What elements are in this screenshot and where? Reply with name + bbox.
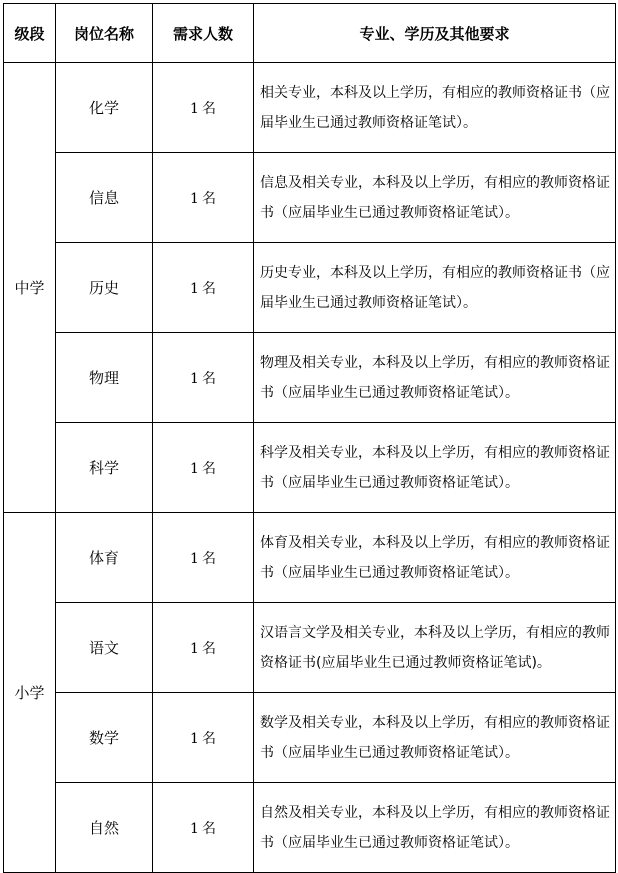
table-row: [4, 243, 616, 333]
requirement-text: 体育及相关专业，本科及以上学历，有相应的教师资格证书（应届毕业生已通过教师资格证笔试）。: [254, 513, 616, 603]
count-unit: 名: [201, 100, 216, 117]
count-number: 1: [190, 190, 199, 207]
post-name: 自然: [56, 783, 153, 873]
table-row: [4, 153, 616, 243]
post-name: 数学: [56, 693, 153, 783]
count-cell: [153, 693, 254, 783]
count-number: 1: [190, 100, 199, 117]
table-row: [4, 603, 616, 693]
header-requirements: 专业、学历及其他要求: [254, 4, 616, 63]
table-row: [4, 423, 616, 513]
requirement-text: 物理及相关专业，本科及以上学历，有相应的教师资格证书（应届毕业生已通过教师资格证笔试）。: [254, 333, 616, 423]
recruitment-table: [3, 3, 616, 873]
count-unit: 名: [201, 640, 216, 657]
post-name: 科学: [56, 423, 153, 513]
level-middle: 中学: [4, 63, 56, 513]
post-name: 化学: [56, 63, 153, 153]
count-number: 1: [190, 460, 199, 477]
count-number: 1: [190, 280, 199, 297]
level-primary: 小学: [4, 513, 56, 873]
count-cell: [153, 423, 254, 513]
requirement-text: 科学及相关专业，本科及以上学历，有相应的教师资格证书（应届毕业生已通过教师资格证笔试）。: [254, 423, 616, 513]
count-unit: 名: [201, 550, 216, 567]
requirement-text: 数学及相关专业，本科及以上学历，有相应的教师资格证书（应届毕业生已通过教师资格证笔试）。: [254, 693, 616, 783]
table-row: [4, 693, 616, 783]
post-name: 语文: [56, 603, 153, 693]
count-cell: [153, 153, 254, 243]
requirement-text: 相关专业，本科及以上学历，有相应的教师资格证书（应届毕业生已通过教师资格证笔试）。: [254, 63, 616, 153]
count-number: 1: [190, 550, 199, 567]
count-number: 1: [190, 640, 199, 657]
count-cell: [153, 63, 254, 153]
count-unit: 名: [201, 460, 216, 477]
table-row: [4, 333, 616, 423]
requirement-text: 自然及相关专业，本科及以上学历，有相应的教师资格证书（应届毕业生已通过教师资格证笔试）。: [254, 783, 616, 873]
post-name: 历史: [56, 243, 153, 333]
header-row: [4, 4, 616, 63]
header-count: 需求人数: [153, 4, 254, 63]
table-row: [4, 513, 616, 603]
requirement-text: 历史专业，本科及以上学历，有相应的教师资格证书（应届毕业生已通过教师资格证笔试）。: [254, 243, 616, 333]
requirement-text: 汉语言文学及相关专业，本科及以上学历，有相应的教师资格证书(应届毕业生已通过教师资格证笔试)。: [254, 603, 616, 693]
post-name: 体育: [56, 513, 153, 603]
count-unit: 名: [201, 190, 216, 207]
count-cell: [153, 513, 254, 603]
count-cell: [153, 243, 254, 333]
count-number: 1: [190, 820, 199, 837]
table-row: [4, 783, 616, 873]
count-cell: [153, 333, 254, 423]
count-unit: 名: [201, 730, 216, 747]
post-name: 信息: [56, 153, 153, 243]
count-unit: 名: [201, 280, 216, 297]
count-unit: 名: [201, 370, 216, 387]
count-cell: [153, 603, 254, 693]
count-cell: [153, 783, 254, 873]
header-post: 岗位名称: [56, 4, 153, 63]
table-row: [4, 63, 616, 153]
count-unit: 名: [201, 820, 216, 837]
count-number: 1: [190, 370, 199, 387]
requirement-text: 信息及相关专业，本科及以上学历，有相应的教师资格证书（应届毕业生已通过教师资格证笔试）。: [254, 153, 616, 243]
post-name: 物理: [56, 333, 153, 423]
count-number: 1: [190, 730, 199, 747]
header-level: 级段: [4, 4, 56, 63]
